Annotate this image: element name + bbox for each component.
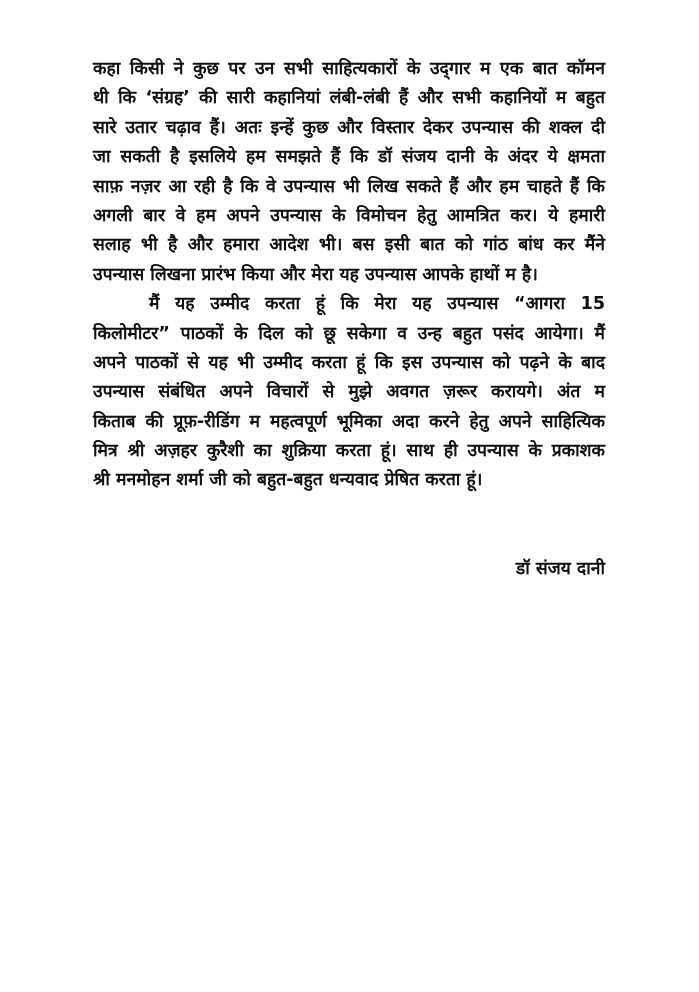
- author-signature: डॉ संजय दानी: [515, 559, 605, 579]
- body-text: [93, 55, 605, 496]
- text-line: श्री मनमोहन शर्मा जी को बहुत-बहुत धन्यवाद प्रेषित करता हूं।: [93, 470, 483, 491]
- text-line: उपन्यास संबंधित अपने विचारों से मुझे अवगत ज़रूर करायगे। अंत म: [93, 382, 605, 403]
- text-line: सलाह भी है और हमारा आदेश भी। बस इसी बात को गांठ बांध कर मैंने: [93, 235, 605, 256]
- text-line: उपन्यास लिखना प्रारंभ किया और मेरा यह उपन्यास आपके हाथों म है।: [93, 264, 538, 285]
- text-line: मित्र श्री अज़हर कुरैशी का शुक्रिया करता हूं। साथ ही उपन्यास के प्रकाशक: [93, 441, 605, 462]
- text-line: अपने पाठकों से यह भी उम्मीद करता हूं कि इस उपन्यास को पढ़ने के बाद: [93, 352, 605, 373]
- text-line: अगली बार वे हम अपने उपन्यास के विमोचन हेतु आमत्रित कर। ये हमारी: [93, 205, 605, 226]
- text-line: साफ़ नज़र आ रही है कि वे उपन्यास भी लिख सकते हैं और हम चाहते हैं कि: [93, 176, 605, 197]
- text-line: किलोमीटर” पाठकों के दिल को छू सकेगा व उन्ह बहुत पसंद आयेगा। मैं: [93, 323, 605, 344]
- paragraph-1: [93, 55, 605, 290]
- text-line: जा सकती है इसलिये हम समझते हैं कि डॉ संजय दानी के अंदर ये क्षमता: [93, 147, 605, 168]
- paragraph-2: [93, 290, 605, 496]
- text-line: किताब की प्रूफ़-रीडिंग म महत्वपूर्ण भूमिका अदा करने हेतु अपने साहित्यिक: [93, 411, 605, 432]
- text-line: थी कि ‘संग्रह’ की सारी कहानियां लंबी-लंबी हैं और सभी कहानियों म बहुत: [93, 88, 605, 109]
- text-line: कहा किसी ने कुछ पर उन सभी साहित्यकारों के उद्‌गार म एक बात कॉमन: [93, 59, 605, 79]
- text-line: मैं यह उम्मीद करता हूं कि मेरा यह उपन्यास “आगरा 15: [149, 294, 605, 315]
- text-line: सारे उतार चढ़ाव हैं। अतः इन्हें कुछ और विस्तार देकर उपन्यास की शक्ल दी: [93, 117, 605, 138]
